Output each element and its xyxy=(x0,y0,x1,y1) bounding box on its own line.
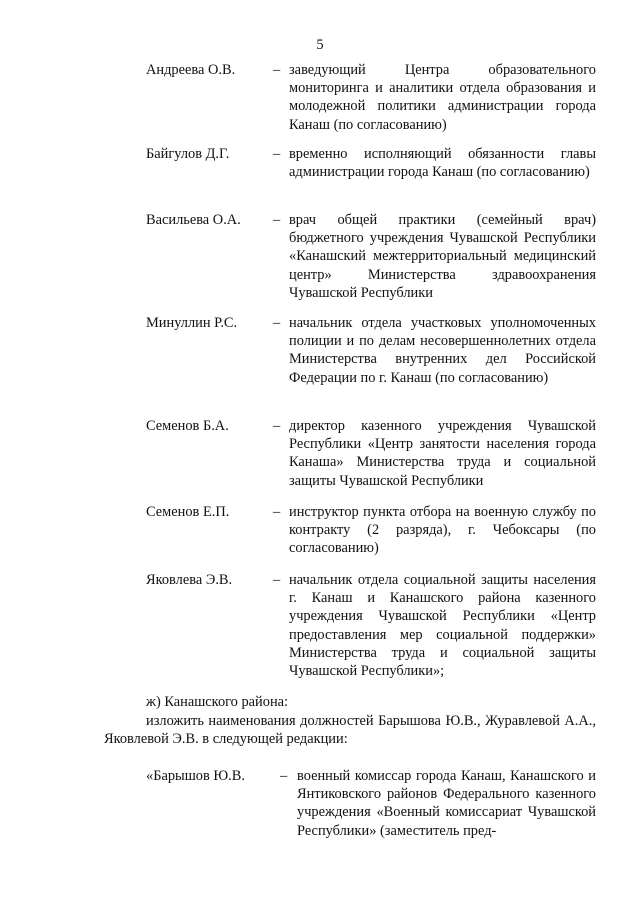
member-name: Байгулов Д.Г. xyxy=(146,146,230,162)
member-name: Минуллин Р.С. xyxy=(146,315,238,331)
dash-separator: – xyxy=(273,146,281,162)
dash-separator: – xyxy=(273,212,281,228)
dash-separator: – xyxy=(273,418,281,434)
member-position: временно исполняющий обязанности главы администрации города Канаш (по согласованию) xyxy=(289,146,596,181)
page-number: 5 xyxy=(316,37,324,53)
dash-separator: – xyxy=(273,504,281,520)
member-position: врач общей практики (семейный врач) бюджетного учреждения Чувашской Республики «Канашский межтерриториальный медицинский центр» Министерства здравоохранения Чувашской Республики xyxy=(289,212,596,301)
member-position: директор казенного учреждения Чувашской Республики «Центр занятости населения города Канаша» Министерства труда и социальной защиты Чувашской Республики xyxy=(289,418,596,489)
member-name: Яковлева Э.В. xyxy=(146,572,233,588)
member-name: Семенов Е.П. xyxy=(146,504,230,520)
member-position: военный комиссар города Канаш, Канашского и Янтиковского районов Федерального казенного учреждения «Военный комиссариат Чувашской Республики» (заместитель пред- xyxy=(297,768,596,839)
dash-separator: – xyxy=(273,62,281,78)
member-position: инструктор пункта отбора на военную службу по контракту (2 разряда), г. Чебоксары (по согласованию) xyxy=(289,504,596,557)
dash-separator: – xyxy=(280,768,288,784)
member-name: Семенов Б.А. xyxy=(146,418,229,434)
dash-separator: – xyxy=(273,315,281,331)
instruction-paragraph: изложить наименования должностей Барышова Ю.В., Журавлевой А.А., Яковлевой Э.В. в следующей редакции: xyxy=(104,713,596,748)
member-position: начальник отдела социальной защиты населения г. Канаш и Канашского района казенного учреждения Чувашской Республики «Центр предоставления мер социальной поддержки» Министерства труда и социальной защиты Чувашской Республики»; xyxy=(289,572,596,680)
member-name: «Барышов Ю.В. xyxy=(146,768,245,784)
member-name: Андреева О.В. xyxy=(146,62,236,78)
member-position: начальник отдела участковых уполномоченных полиции и по делам несовершеннолетних отдела Министерства внутренних дел Российской Федерации по г. Канаш (по согласованию) xyxy=(289,315,596,386)
dash-separator: – xyxy=(273,572,281,588)
section-heading: ж) Канашского района: xyxy=(146,694,289,710)
member-name: Васильева О.А. xyxy=(146,212,241,228)
member-position: заведующий Центра образовательного мониторинга и аналитики отдела образования и молодежной политики администрации города Канаш (по согласованию) xyxy=(289,62,596,133)
